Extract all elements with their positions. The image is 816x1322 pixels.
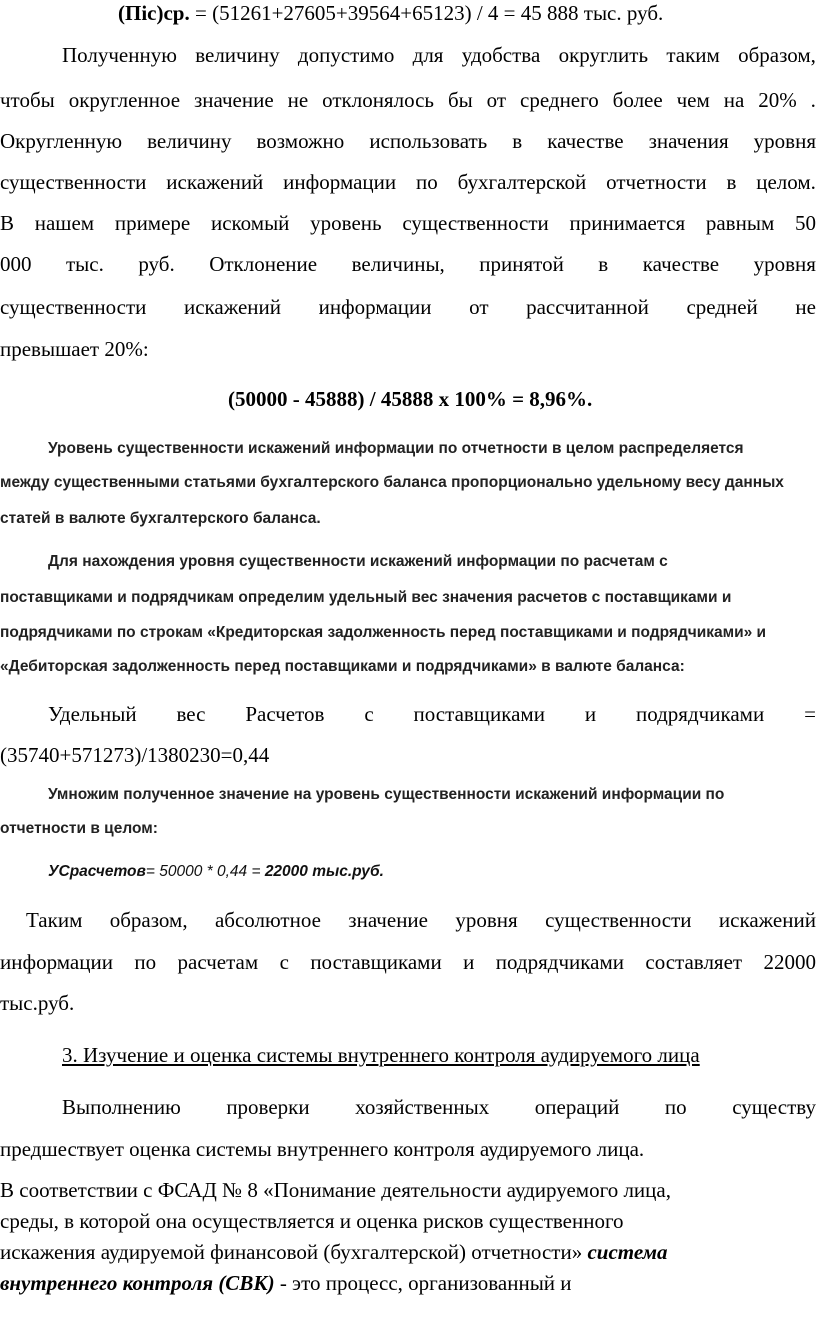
word: искомый (210, 211, 290, 235)
word: информации (283, 170, 397, 194)
word: с (364, 702, 374, 726)
paragraph-line (0, 129, 816, 154)
paragraph-line: подрядчиками по строкам «Кредиторская задолженность перед поставщиками и подрядчиками» и (0, 624, 767, 641)
paragraph-line: среды, в которой она осуществляется и оценка рисков существенного (0, 1209, 624, 1233)
word: существенности (402, 211, 549, 235)
word: образом, (109, 908, 188, 932)
word: подрядчиками (495, 950, 624, 974)
word: образом, (738, 43, 816, 67)
word: в (726, 170, 737, 194)
word: для (412, 43, 444, 67)
word: уровень (310, 211, 382, 235)
paragraph-line (0, 252, 816, 277)
paragraph-text: искажения аудируемой финансовой (бухгалтерской) отчетности» (0, 1240, 588, 1264)
word: величину (195, 43, 280, 67)
paragraph-line (26, 908, 816, 933)
word: 000 (0, 252, 32, 276)
word: рассчитанной (526, 295, 649, 319)
word: величины, (351, 252, 445, 276)
word: значения (648, 129, 729, 153)
paragraph-line-last: предшествует оценка системы внутреннего контроля аудируемого лица. (0, 1137, 645, 1161)
word: 50 (794, 211, 816, 235)
word: более (612, 88, 663, 112)
paragraph-line: В соответствии с ФСАД № 8 «Понимание деятельности аудируемого лица, (0, 1178, 671, 1202)
word: целом. (756, 170, 816, 194)
paragraph-line: «Дебиторская задолженность перед поставщиками и подрядчиками» в валюте баланса: (0, 658, 685, 675)
word: с (279, 950, 289, 974)
word: уровня (455, 908, 518, 932)
word: чтобы (0, 88, 55, 112)
us-formula (48, 863, 384, 881)
paragraph-line-last: тыс.руб. (0, 991, 75, 1015)
word: в (512, 129, 523, 153)
us-formula-label: УСрасчетов (48, 863, 146, 880)
word: принимается (569, 211, 686, 235)
word: от (486, 88, 507, 112)
word: в (598, 252, 609, 276)
word: принятой (479, 252, 564, 276)
term-emphasis: внутреннего контроля (СВК) (0, 1271, 275, 1295)
word: Выполнению (62, 1095, 181, 1119)
word: отклонялось (322, 88, 434, 112)
paragraph-line (0, 1271, 572, 1296)
formula-deviation (228, 387, 592, 412)
word: возможно (256, 129, 345, 153)
word: хозяйственных (355, 1095, 490, 1119)
formula-average-label: (Пiс)ср. (118, 1, 190, 25)
paragraph-line: Уровень существенности искажений информации по отчетности в целом распределяется (48, 440, 744, 457)
word: подрядчиками (635, 702, 765, 726)
word: бухгалтерской (457, 170, 587, 194)
word: существу (732, 1095, 816, 1119)
word: Полученную (62, 43, 177, 67)
formula-average (118, 1, 663, 26)
word: Таким (26, 908, 83, 932)
formula-average-expression: = (51261+27605+39564+65123) / 4 = 45 888 тыс. руб. (189, 1, 664, 25)
paragraph-line: поставщиками и подрядчикам определим удельный вес значения расчетов с поставщиками и (0, 589, 732, 606)
word: 20% (758, 88, 797, 112)
word: уровня (753, 129, 816, 153)
word: уровня (753, 252, 816, 276)
word: качестве (642, 252, 720, 276)
us-formula-expression: = 50000 * 0,44 = (145, 863, 265, 880)
share-formula-line (48, 702, 816, 727)
word: по (134, 950, 157, 974)
word: = (804, 702, 816, 726)
word: Отклонение (209, 252, 318, 276)
word: примере (114, 211, 191, 235)
word: операций (534, 1095, 620, 1119)
word: искажений (183, 295, 282, 319)
word: величину (147, 129, 232, 153)
paragraph-line: Для нахождения уровня существенности искажений информации по расчетам с (48, 553, 668, 570)
word: округленное (68, 88, 181, 112)
paragraph-line (0, 211, 816, 236)
word: Округленную (0, 129, 123, 153)
word: поставщиками (413, 702, 545, 726)
word: средней (686, 295, 758, 319)
word: искажений (718, 908, 816, 932)
paragraph-line (0, 1240, 668, 1265)
word: не (795, 295, 816, 319)
word: качестве (547, 129, 624, 153)
paragraph-text: - это процесс, организованный и (274, 1271, 572, 1295)
term-emphasis: система (587, 1240, 668, 1264)
word: по (664, 1095, 687, 1119)
paragraph-line: статей в валюте бухгалтерского баланса. (0, 510, 321, 527)
word: отчетности (606, 170, 707, 194)
word: бы (447, 88, 473, 112)
paragraph-line (0, 950, 816, 975)
word: округлить (558, 43, 649, 67)
word: руб. (138, 252, 175, 276)
word: значение (348, 908, 428, 932)
word: тыс. (65, 252, 104, 276)
section-heading: 3. Изучение и оценка системы внутреннего контроля аудируемого лица (62, 1043, 700, 1067)
word: по (415, 170, 438, 194)
word: среднего (520, 88, 599, 112)
paragraph-line (62, 43, 816, 68)
word: расчетам (177, 950, 259, 974)
word: значение (193, 88, 274, 112)
word: удобства (461, 43, 541, 67)
word: допустимо (297, 43, 395, 67)
word: абсолютное (214, 908, 321, 932)
paragraph-line (0, 295, 816, 320)
word: равным (705, 211, 775, 235)
word: вес (176, 702, 206, 726)
word: информации (318, 295, 432, 319)
word: В (0, 211, 15, 235)
word: Удельный (48, 702, 137, 726)
word: не (287, 88, 309, 112)
word: существенности (0, 170, 147, 194)
paragraph-line: между существенными статьями бухгалтерского баланса пропорционально удельному весу данных (0, 474, 784, 491)
word: существенности (545, 908, 692, 932)
word: на (723, 88, 745, 112)
word: существенности (0, 295, 147, 319)
word: поставщиками (310, 950, 442, 974)
word: от (469, 295, 489, 319)
paragraph-line (0, 170, 816, 195)
paragraph-line: Умножим полученное значение на уровень существенности искажений информации по (48, 786, 725, 803)
word: информации (0, 950, 113, 974)
word: чем (676, 88, 710, 112)
formula-deviation-text: (50000 - 45888) / 45888 х 100% = 8,96%. (228, 387, 593, 411)
word: использовать (369, 129, 488, 153)
share-formula-result: (35740+571273)/1380230=0,44 (0, 743, 270, 767)
word: искажений (166, 170, 264, 194)
paragraph-line (0, 88, 816, 113)
word: и (463, 950, 475, 974)
word: Расчетов (245, 702, 325, 726)
word: нашем (34, 211, 95, 235)
word: проверки (226, 1095, 310, 1119)
word: составляет (645, 950, 743, 974)
us-formula-result: 22000 тыс.руб. (264, 863, 384, 880)
paragraph-line (62, 1095, 816, 1120)
paragraph-line: отчетности в целом: (0, 820, 158, 837)
paragraph-line-last: превышает 20%: (0, 337, 149, 361)
word: 22000 (763, 950, 816, 974)
word: . (810, 88, 816, 112)
word: таким (666, 43, 720, 67)
word: и (584, 702, 597, 726)
